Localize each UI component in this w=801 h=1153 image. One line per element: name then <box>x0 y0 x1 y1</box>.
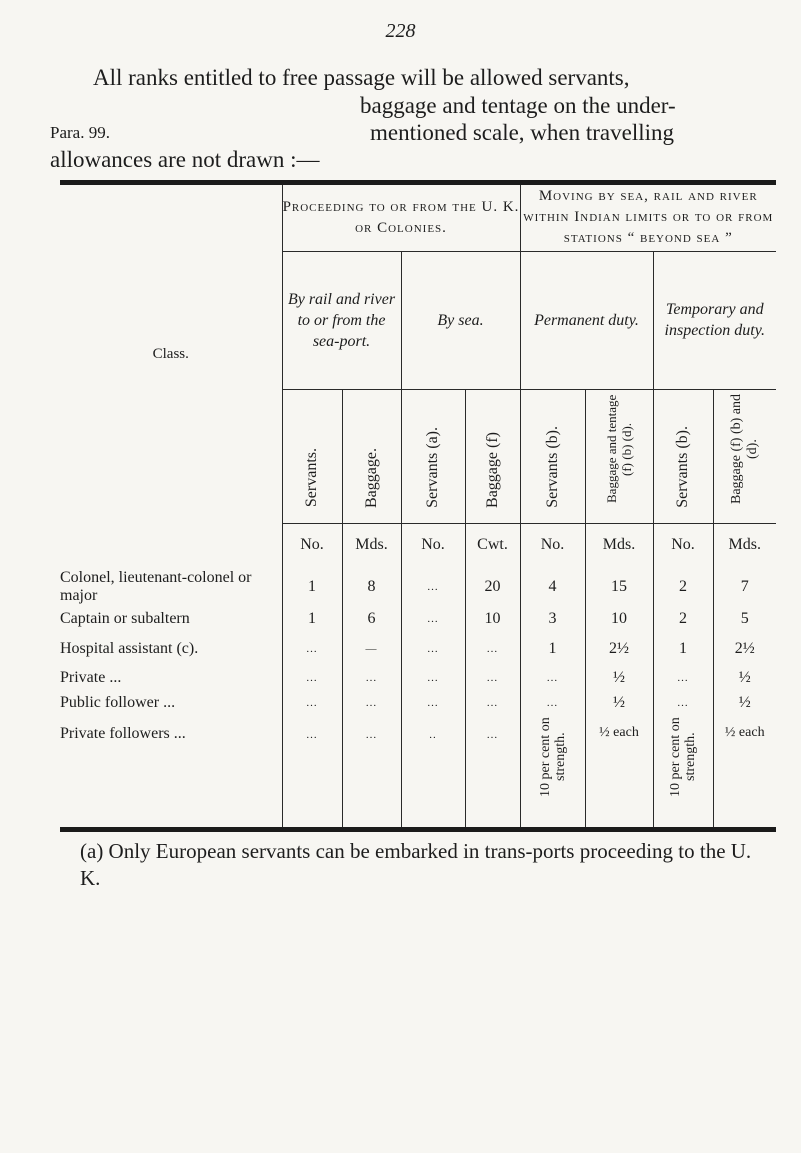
unit-label: Mds. <box>585 523 653 567</box>
column-header: Servants (b). <box>543 425 561 508</box>
unit-label: No. <box>282 523 342 567</box>
cell: ... <box>465 667 520 689</box>
cell: 6 <box>342 607 401 631</box>
cell: 20 <box>465 567 520 607</box>
cell: 2 <box>653 567 713 607</box>
cell: ... <box>465 717 520 827</box>
cell: 10 per cent on strength. <box>537 717 568 797</box>
cell: 3 <box>520 607 585 631</box>
cell: ... <box>465 689 520 717</box>
row-label: Hospital assistant (c). <box>60 640 199 657</box>
intro-line-2: baggage and tentage on the under- <box>360 93 676 118</box>
cell: ... <box>282 631 342 667</box>
cell: 7 <box>713 567 776 607</box>
unit-label: No. <box>401 523 465 567</box>
cell: 2½ <box>713 631 776 667</box>
cell: ... <box>282 717 342 827</box>
table-row <box>60 631 776 667</box>
table-row <box>60 717 776 827</box>
cell: ... <box>342 667 401 689</box>
cell: ... <box>342 689 401 717</box>
cell: 1 <box>282 607 342 631</box>
cell: ... <box>282 667 342 689</box>
group-header-uk: Proceeding to or from the U. K. or Colonies. <box>282 185 520 251</box>
row-label: Private followers ... <box>60 725 186 742</box>
footnote: (a) Only European servants can be embarked in trans-ports proceeding to the U. K. <box>80 839 752 890</box>
intro-line-4: allowances are not drawn :— <box>50 147 320 172</box>
column-header: Baggage and tentage (f) (b) (d). <box>604 394 634 503</box>
subheader-rail-river: By rail and river to or from the sea-port. <box>282 251 401 389</box>
cell: — <box>342 631 401 667</box>
unit-label: No. <box>520 523 585 567</box>
column-header: Baggage (f) (b) and (d). <box>728 393 760 504</box>
cell: ... <box>520 689 585 717</box>
unit-label: No. <box>653 523 713 567</box>
cell: 4 <box>520 567 585 607</box>
cell: 1 <box>653 631 713 667</box>
cell: ... <box>653 667 713 689</box>
subheader-permanent-duty: Permanent duty. <box>520 251 653 389</box>
cell: ... <box>401 667 465 689</box>
cell: .. <box>401 717 465 827</box>
column-header: Servants (a). <box>424 426 441 508</box>
intro-line-3: mentioned scale, when travelling <box>370 120 675 145</box>
cell: 15 <box>585 567 653 607</box>
cell: ½ <box>713 667 776 689</box>
allowance-scale-table <box>60 180 776 832</box>
row-label: Private ... <box>60 669 122 686</box>
cell: 5 <box>713 607 776 631</box>
cell: ½ <box>585 667 653 689</box>
unit-label: Mds. <box>713 523 776 567</box>
column-header: Baggage. <box>362 447 380 508</box>
table-row <box>60 607 776 631</box>
class-header: Class. <box>152 345 189 362</box>
cell: 10 per cent on strength. <box>668 717 698 797</box>
column-header: Servants (b). <box>674 425 691 508</box>
cell: 8 <box>342 567 401 607</box>
cell: ... <box>520 667 585 689</box>
unit-label: Mds. <box>342 523 401 567</box>
cell: 10 <box>585 607 653 631</box>
cell: 10 <box>465 607 520 631</box>
cell: ½ each <box>585 717 653 827</box>
cell: ... <box>653 689 713 717</box>
column-header: Servants. <box>303 448 320 508</box>
row-label: Public follower ... <box>60 694 176 711</box>
cell: ... <box>401 607 465 631</box>
paragraph-reference: Para. 99. <box>50 123 110 142</box>
row-label: Captain or subaltern <box>60 610 190 627</box>
table-row <box>60 567 776 607</box>
cell: 1 <box>282 567 342 607</box>
group-header-india: Moving by sea, rail and river within Indian limits or to or from stations “ beyond sea ” <box>520 185 776 251</box>
table-row <box>60 689 776 717</box>
cell: ... <box>465 631 520 667</box>
cell: 1 <box>520 631 585 667</box>
cell: ... <box>401 631 465 667</box>
page-number: 228 <box>385 20 416 42</box>
cell: 2 <box>653 607 713 631</box>
cell: ... <box>401 689 465 717</box>
intro-line-1: All ranks entitled to free passage will be allowed servants, <box>93 65 630 90</box>
column-header: Baggage (f) <box>483 431 501 508</box>
cell: ... <box>282 689 342 717</box>
subheader-by-sea: By sea. <box>401 251 520 389</box>
cell: ½ <box>585 689 653 717</box>
cell: ½ <box>713 689 776 717</box>
cell: ... <box>401 567 465 607</box>
row-label: Colonel, lieutenant-colonel or major <box>60 569 252 604</box>
cell: ... <box>342 717 401 827</box>
cell: 2½ <box>585 631 653 667</box>
cell: ½ each <box>713 717 776 827</box>
unit-label: Cwt. <box>465 523 520 567</box>
subheader-temporary-duty: Temporary and inspection duty. <box>653 251 776 389</box>
table-row <box>60 667 776 689</box>
